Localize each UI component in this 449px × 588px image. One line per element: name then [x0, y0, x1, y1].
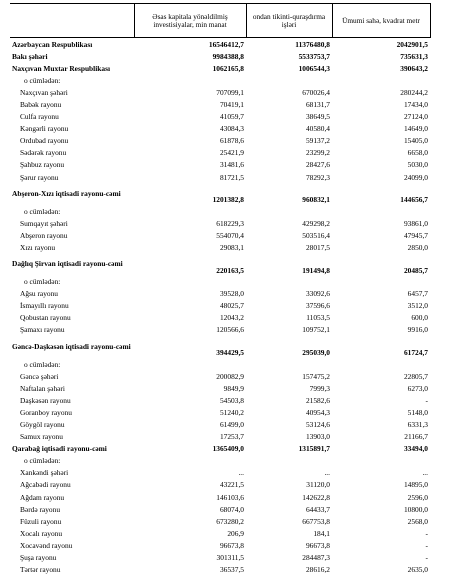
construction-value	[246, 455, 332, 467]
construction-value: 78292,3	[305, 172, 330, 182]
area-value	[332, 276, 430, 288]
region-label: Naxçıvan Muxtar Respublikası	[12, 63, 111, 73]
table-row	[10, 147, 430, 159]
table-row	[10, 431, 430, 443]
construction-value: 142622,8	[302, 492, 330, 502]
construction-value: 284487,3	[302, 553, 330, 563]
area-value: 10800,0	[403, 504, 428, 514]
investments-value: 43084,3	[219, 124, 244, 134]
investments-value: 1062165,8	[212, 63, 244, 73]
area-value: 280244,2	[400, 87, 428, 97]
region-label: Abşeron-Xızı iqtisadi rayonu-cəmi	[12, 188, 121, 198]
construction-value: 184,1	[313, 528, 330, 538]
investments-value: 394429,5	[216, 347, 244, 357]
table-row	[10, 217, 430, 229]
table-row	[10, 183, 430, 205]
area-value: 22805,7	[403, 371, 428, 381]
region-label: Ağcabədi rayonu	[20, 480, 71, 490]
investments-value: 206,9	[227, 528, 244, 538]
construction-value: 429298,2	[302, 218, 330, 228]
table-row	[10, 479, 430, 491]
investments-value: 618229,3	[216, 218, 244, 228]
construction-value: 23299,2	[305, 148, 330, 158]
investments-value: 1201382,8	[212, 195, 244, 205]
construction-value: 157475,2	[302, 371, 330, 381]
investments-value: 301311,5	[216, 553, 244, 563]
region-label: Ağsu rayonu	[20, 289, 58, 299]
region-label: Qarabağ iqtisadi rayonu-cəmi	[12, 444, 107, 454]
investments-value: 220163,5	[216, 265, 244, 275]
table-row	[10, 503, 430, 515]
investments-value: 707099,1	[216, 87, 244, 97]
region-label: Ağdam rayonu	[20, 492, 65, 502]
construction-value: 5533753,7	[298, 51, 330, 61]
investments-value: 39528,0	[219, 289, 244, 299]
construction-value: 13903,0	[305, 432, 330, 442]
region-label: Bərdə rayonu	[20, 504, 61, 514]
region-label: Naxçıvan şəhəri	[20, 87, 68, 97]
region-label: Qobustan rayonu	[20, 313, 71, 323]
construction-value: 40954,3	[305, 407, 330, 417]
area-value: 144656,7	[400, 195, 428, 205]
region-label: Xocavənd rayonu	[20, 540, 73, 550]
table-row	[10, 288, 430, 300]
region-label: Sumqayıt şəhəri	[20, 218, 68, 228]
construction-value: 7999,3	[309, 383, 330, 393]
construction-value: 96673,8	[305, 540, 330, 550]
area-value: 27124,0	[403, 112, 428, 122]
table-row	[10, 406, 430, 418]
construction-value: 28427,6	[305, 160, 330, 170]
table-row	[10, 86, 430, 98]
region-label: Füzuli rayonu	[20, 516, 62, 526]
area-value: 93861,0	[403, 218, 428, 228]
investments-value: 41059,7	[219, 112, 244, 122]
table-row	[10, 515, 430, 527]
area-value: -	[425, 553, 428, 563]
table-row	[10, 98, 430, 110]
region-label: Dağlıq Şirvan iqtisadi rayonu-cəmi	[12, 259, 123, 269]
table-row	[10, 336, 430, 358]
area-value: 15405,0	[403, 136, 428, 146]
investments-value: 36537,5	[219, 565, 244, 575]
region-label: o cümlədən:	[24, 277, 61, 287]
investments-value: 17253,7	[219, 432, 244, 442]
construction-value: 960832,1	[302, 195, 330, 205]
area-value	[332, 455, 430, 467]
construction-value	[246, 276, 332, 288]
investments-value: 51240,2	[219, 407, 244, 417]
table-row	[10, 564, 430, 576]
table-row	[10, 455, 430, 467]
area-value: 14649,0	[403, 124, 428, 134]
construction-value: 11376480,8	[246, 38, 332, 51]
table-row	[10, 50, 430, 62]
region-label: Ordubad rayonu	[20, 136, 69, 146]
construction-value: 64433,7	[305, 504, 330, 514]
investments-value: 43221,5	[219, 480, 244, 490]
construction-value: 68131,7	[305, 100, 330, 110]
table-row	[10, 370, 430, 382]
investments-value: 120566,6	[216, 325, 244, 335]
area-value: 47945,7	[403, 230, 428, 240]
region-label: Culfa rayonu	[20, 112, 59, 122]
table-row	[10, 539, 430, 551]
table-row	[10, 358, 430, 370]
construction-value	[246, 358, 332, 370]
area-value: 2635,0	[407, 565, 428, 575]
investments-value: 68074,0	[219, 504, 244, 514]
region-label: Xankəndi şəhəri	[20, 468, 69, 478]
table-row	[10, 111, 430, 123]
investments-value: 81721,5	[219, 172, 244, 182]
investments-value: ...	[238, 468, 244, 478]
area-value: 2568,0	[407, 516, 428, 526]
investments-value	[134, 276, 246, 288]
investments-value: 61878,6	[219, 136, 244, 146]
area-value: 5030,0	[407, 160, 428, 170]
investments-value: 96673,8	[219, 540, 244, 550]
table-row	[10, 159, 430, 171]
table-header	[10, 4, 430, 38]
area-value: ...	[422, 468, 428, 478]
region-label: Babək rayonu	[20, 100, 62, 110]
table-row	[10, 467, 430, 479]
investments-value	[134, 358, 246, 370]
area-value: 600,0	[411, 313, 428, 323]
investments-value: 16546412,7	[134, 38, 246, 51]
investments-value: 12043,2	[219, 313, 244, 323]
investments-value: 48025,7	[219, 301, 244, 311]
area-value: -	[425, 528, 428, 538]
header-region-blank	[10, 4, 134, 38]
investments-value: 70419,1	[219, 100, 244, 110]
area-value: 5148,0	[407, 407, 428, 417]
construction-value: 28616,2	[305, 565, 330, 575]
region-label: o cümlədən:	[24, 359, 61, 369]
region-label: Şamaxı rayonu	[20, 325, 65, 335]
table-row	[10, 324, 430, 336]
region-label: Gəncə-Daşkəsən iqtisadi rayonu-cəmi	[12, 341, 131, 351]
region-label: Tərtər rayonu	[20, 565, 61, 575]
table-row	[10, 205, 430, 217]
area-value: 735631,3	[400, 51, 428, 61]
investments-value: 29083,1	[219, 242, 244, 252]
table-row	[10, 491, 430, 503]
construction-value: 28017,5	[305, 242, 330, 252]
region-label: o cümlədən:	[24, 456, 61, 466]
investments-value: 61499,0	[219, 419, 244, 429]
construction-value: 53124,6	[305, 419, 330, 429]
investments-value: 9984388,8	[212, 51, 244, 61]
area-value: 14895,0	[403, 480, 428, 490]
area-value: 21166,7	[404, 432, 428, 442]
table-row	[10, 312, 430, 324]
table-row	[10, 254, 430, 276]
investments-value	[134, 205, 246, 217]
area-value: 17434,0	[403, 100, 428, 110]
investment-table	[10, 3, 431, 576]
region-label: Daşkəsən rayonu	[20, 395, 71, 405]
construction-value	[246, 74, 332, 86]
header-construction-works: ondan tikinti-quraşdırma işləri	[246, 4, 332, 38]
table-body	[10, 38, 430, 576]
area-value: 6457,7	[407, 289, 428, 299]
header-total-area: Ümumi sahə, kvadrat metr	[332, 4, 430, 38]
area-value: 6331,3	[407, 419, 428, 429]
investments-value: 673280,2	[216, 516, 244, 526]
construction-value: ...	[324, 468, 330, 478]
area-value: 390643,2	[400, 63, 428, 73]
region-label: Göygöl rayonu	[20, 419, 65, 429]
area-value: 6658,0	[407, 148, 428, 158]
construction-value: 21582,6	[305, 395, 330, 405]
area-value: 20485,7	[403, 265, 428, 275]
construction-value: 37596,6	[305, 301, 330, 311]
construction-value: 109752,1	[302, 325, 330, 335]
investments-value: 54503,8	[219, 395, 244, 405]
table-row	[10, 443, 430, 455]
investments-value: 554070,4	[216, 230, 244, 240]
area-value: 2042901,5	[332, 38, 430, 51]
region-label: Sədərək rayonu	[20, 148, 67, 158]
table-row	[10, 241, 430, 253]
construction-value: 33092,6	[305, 289, 330, 299]
region-label: Şuşa rayonu	[20, 553, 57, 563]
construction-value: 503516,4	[302, 230, 330, 240]
construction-value: 38649,5	[305, 112, 330, 122]
region-label: Goranboy rayonu	[20, 407, 72, 417]
investments-value: 25421,9	[219, 148, 244, 158]
region-label: Xocalı rayonu	[20, 528, 63, 538]
region-label: Şərur rayonu	[20, 172, 59, 182]
table-row	[10, 74, 430, 86]
region-label: Kəngərli rayonu	[20, 124, 69, 134]
table-row	[10, 300, 430, 312]
investments-value: 9849,9	[223, 383, 244, 393]
table-row	[10, 123, 430, 135]
area-value: 2596,0	[407, 492, 428, 502]
area-value: 24099,0	[403, 172, 428, 182]
construction-value: 31120,0	[306, 480, 330, 490]
header-investments: Əsas kapitala yönəldilmiş investisiyalar, min manat	[134, 4, 246, 38]
investments-value	[134, 74, 246, 86]
region-label: o cümlədən:	[24, 206, 61, 216]
area-value: -	[425, 395, 428, 405]
region-label: Bakı şəhəri	[12, 51, 48, 61]
construction-value: 191494,8	[302, 265, 330, 275]
table-row	[10, 229, 430, 241]
region-label: Gəncə şəhəri	[20, 371, 59, 381]
area-value	[332, 205, 430, 217]
region-label: Azərbaycan Respublikası	[10, 38, 134, 51]
construction-value: 295039,0	[302, 347, 330, 357]
construction-value: 11053,5	[306, 313, 330, 323]
region-label: o cümlədən:	[24, 75, 61, 85]
table-row	[10, 418, 430, 430]
table-row	[10, 38, 430, 51]
area-value: 6273,0	[407, 383, 428, 393]
construction-value: 667753,8	[302, 516, 330, 526]
region-label: Naftalan şəhəri	[20, 383, 65, 393]
construction-value: 59137,2	[305, 136, 330, 146]
table-row	[10, 551, 430, 563]
table-row	[10, 276, 430, 288]
table-row	[10, 527, 430, 539]
area-value	[332, 74, 430, 86]
table-row	[10, 171, 430, 183]
investments-value: 31481,6	[219, 160, 244, 170]
area-value	[332, 358, 430, 370]
area-value: 9916,0	[407, 325, 428, 335]
investments-value: 146103,6	[216, 492, 244, 502]
table-row	[10, 135, 430, 147]
table-row	[10, 62, 430, 74]
region-label: Samux rayonu	[20, 432, 63, 442]
construction-value: 40580,4	[305, 124, 330, 134]
area-value: 61724,7	[403, 347, 428, 357]
investments-value	[134, 455, 246, 467]
construction-value: 670026,4	[302, 87, 330, 97]
construction-value: 1006544,3	[298, 63, 330, 73]
region-label: Xızı rayonu	[20, 242, 56, 252]
table-row	[10, 394, 430, 406]
investments-value: 1365409,0	[212, 444, 244, 454]
area-value: 33494,0	[403, 444, 428, 454]
investments-value: 200082,9	[216, 371, 244, 381]
area-value: -	[425, 540, 428, 550]
region-label: Abşeron rayonu	[20, 230, 68, 240]
construction-value: 1315891,7	[298, 444, 330, 454]
region-label: İsmayıllı rayonu	[20, 301, 69, 311]
table-row	[10, 382, 430, 394]
area-value: 2850,0	[407, 242, 428, 252]
area-value: 3512,0	[407, 301, 428, 311]
construction-value	[246, 205, 332, 217]
region-label: Şahbuz rayonu	[20, 160, 65, 170]
